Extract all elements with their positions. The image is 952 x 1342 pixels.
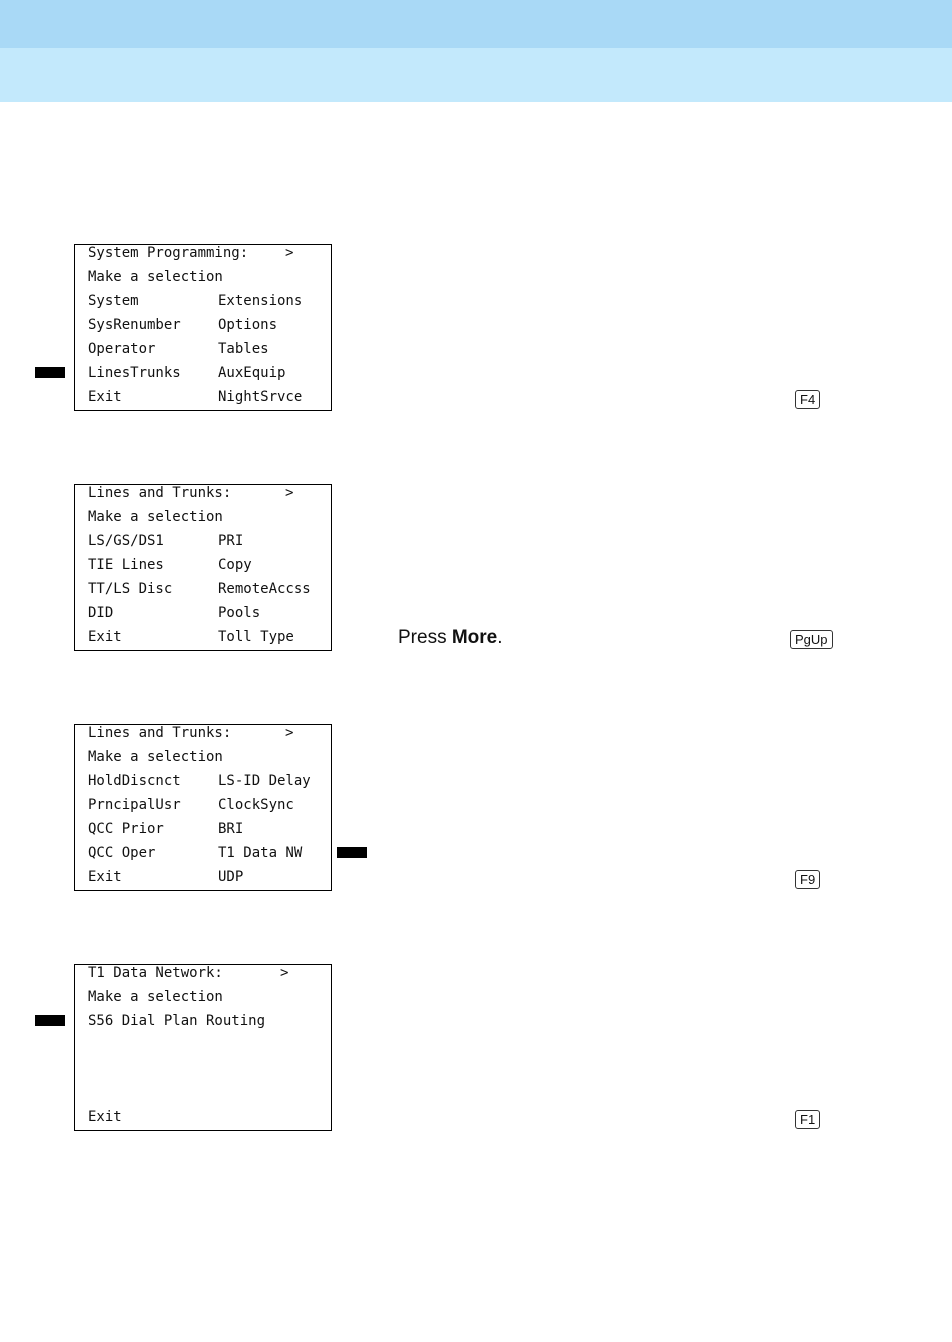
menu-option[interactable]: UDP [218, 869, 244, 885]
menu-option[interactable]: LS-ID Delay [218, 773, 311, 789]
menu-option[interactable]: PRI [218, 533, 244, 549]
menu-option[interactable]: Exit [88, 869, 122, 885]
screen-prompt: Make a selection [88, 749, 223, 765]
selection-marker [35, 367, 65, 378]
menu-option[interactable]: DID [88, 605, 114, 621]
menu-option[interactable]: Options [218, 317, 278, 333]
menu-option[interactable]: LS/GS/DS1 [88, 533, 164, 549]
menu-option[interactable]: Pools [218, 605, 261, 621]
instruction-prefix: Press [398, 627, 452, 648]
menu-option[interactable]: Toll Type [218, 629, 294, 645]
more-arrow: > [285, 245, 294, 261]
function-key[interactable]: F1 [795, 1110, 820, 1129]
screen-title: Lines and Trunks: [88, 485, 232, 501]
menu-option[interactable]: Exit [88, 389, 122, 405]
more-arrow: > [285, 485, 294, 501]
screen-prompt: Make a selection [88, 269, 223, 285]
header-band-bottom [0, 48, 952, 102]
menu-option[interactable]: T1 Data NW [218, 845, 303, 861]
menu-option[interactable]: TT/LS Disc [88, 581, 173, 597]
function-key[interactable]: F9 [795, 870, 820, 889]
menu-option[interactable]: Exit [88, 629, 122, 645]
menu-option[interactable]: Copy [218, 557, 252, 573]
screen-prompt: Make a selection [88, 509, 223, 525]
display-screen-system-programming [74, 244, 332, 411]
menu-option[interactable]: TIE Lines [88, 557, 164, 573]
function-key[interactable]: PgUp [790, 630, 833, 649]
display-screen-t1-data-network [74, 964, 332, 1131]
menu-option[interactable]: RemoteAccss [218, 581, 311, 597]
display-screen-lines-trunks-more [74, 724, 332, 891]
menu-option[interactable]: HoldDiscnct [88, 773, 181, 789]
function-key[interactable]: F4 [795, 390, 820, 409]
screen-title: T1 Data Network: [88, 965, 223, 981]
menu-option[interactable]: NightSrvce [218, 389, 303, 405]
menu-option[interactable]: BRI [218, 821, 244, 837]
selection-marker [35, 1015, 65, 1026]
instruction-text [398, 627, 503, 649]
instruction-suffix: . [497, 627, 503, 648]
screen-title: Lines and Trunks: [88, 725, 232, 741]
menu-option[interactable]: QCC Prior [88, 821, 164, 837]
menu-option[interactable]: AuxEquip [218, 365, 286, 381]
header-band-top [0, 0, 952, 48]
instruction-bold: More [451, 627, 498, 648]
menu-option[interactable]: Tables [218, 341, 269, 357]
menu-option[interactable]: PrncipalUsr [88, 797, 181, 813]
more-arrow: > [280, 965, 289, 981]
display-screen-lines-trunks [74, 484, 332, 651]
selection-marker [337, 847, 367, 858]
more-arrow: > [285, 725, 294, 741]
menu-option[interactable]: ClockSync [218, 797, 294, 813]
menu-option[interactable]: Exit [88, 1109, 122, 1125]
menu-option[interactable]: QCC Oper [88, 845, 156, 861]
menu-option[interactable]: LinesTrunks [88, 365, 181, 381]
screen-prompt: Make a selection [88, 989, 223, 1005]
menu-option[interactable]: Extensions [218, 293, 303, 309]
menu-option[interactable]: SysRenumber [88, 317, 181, 333]
menu-option[interactable]: System [88, 293, 139, 309]
menu-option[interactable]: Operator [88, 341, 156, 357]
menu-option[interactable]: S56 Dial Plan Routing [88, 1013, 266, 1029]
screen-title: System Programming: [88, 245, 249, 261]
